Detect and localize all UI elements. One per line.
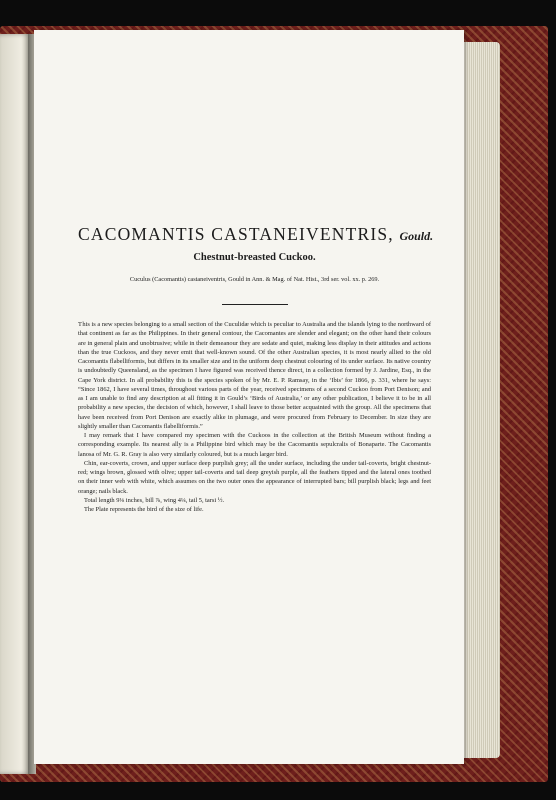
common-name: Chestnut-breasted Cuckoo. — [193, 252, 316, 263]
left-page-edge — [0, 34, 30, 774]
species-author: Gould. — [399, 229, 434, 243]
paragraph-intro: This is a new species belonging to a small section of the Cuculidæ which is peculiar to Australia and the islands lying to the northward of that continent as far as the Philippines. In their general contour, the Cacomantes are slender and elegant; on the other hand their colours are in general plain and unobtrusive; while in their demeanour they are sedate and quiet, making less display in their attitudes and actions than the true Cuckoos, and they never emit that well-known sound. Of the other Australian species, it is most nearly allied to the old Cacomantis flabelliformis, but differs in its smaller size and in the uniform deep chestnut colouring of its under surface. Its native country is undoubtedly Queensland, as the specimen I have figured was received thence direct, in a collection formed by J. Jardine, Esq., in the Cape York district. In all probability this is the species spoken of by Mr. E. P. Ramsay, in the ‘Ibis’ for 1866, p. 331, where he says: “Since 1862, I have several times, throughout various parts of the year, received specimens of a second Cuckoo from Port Denison; and as I am unable to find any description at all fitting it in Gould’s ‘Birds of Australia,’ or any other publication, I believe it to be in all probability a new species, the decision of which, however, I shall leave to those better acquainted with the group. All the specimens that have been received from Port Denison are exactly alike in plumage, and were procured from February to December. In size they are slightly smaller than Cacomantis flabelliformis.” — [78, 321, 431, 430]
paragraph-measurements: Total length 9⅛ inches, bill ⅞, wing 4¼, tail 5, tarsi ½. — [84, 496, 225, 504]
page-content — [78, 224, 434, 514]
book-page — [34, 30, 464, 764]
paragraph-comparison: I may remark that I have compared my specimen with the Cuckoos in the collection at the British Museum without finding a corresponding example. Its nearest ally is a Philippine bird which may be the Cacomantis sepulcralis of Bonaparte. The Cacomantis lanosa of Mr. G. R. Gray is also very similarly coloured, but is a much larger bird. — [78, 432, 431, 458]
paragraph-plate-note: The Plate represents the bird of the size of life. — [84, 506, 204, 513]
species-title — [78, 224, 434, 245]
reference-citation: Cuculus (Cacomantis) castaneiventris, Gould in Ann. & Mag. of Nat. Hist., 3rd ser. vol. xx. p. 269. — [129, 276, 380, 283]
description-text — [78, 320, 431, 514]
species-name: CACOMANTIS CASTANEIVENTRIS, — [78, 224, 394, 244]
page-stack-edges — [460, 42, 500, 758]
paragraph-plumage: Chin, ear-coverts, crown, and upper surface deep purplish grey; all the under surface, including the under tail-coverts, bright chestnut-red; wings brown, glossed with olive; upper tail-coverts and tail deep greyish purple, all the feathers tipped and the lateral ones toothed on their inner web with white, which assumes on the two outer ones the appearance of interrupted bars; bill purplish black; legs and feet orange; nails black. — [78, 459, 431, 495]
divider-rule — [222, 304, 288, 305]
